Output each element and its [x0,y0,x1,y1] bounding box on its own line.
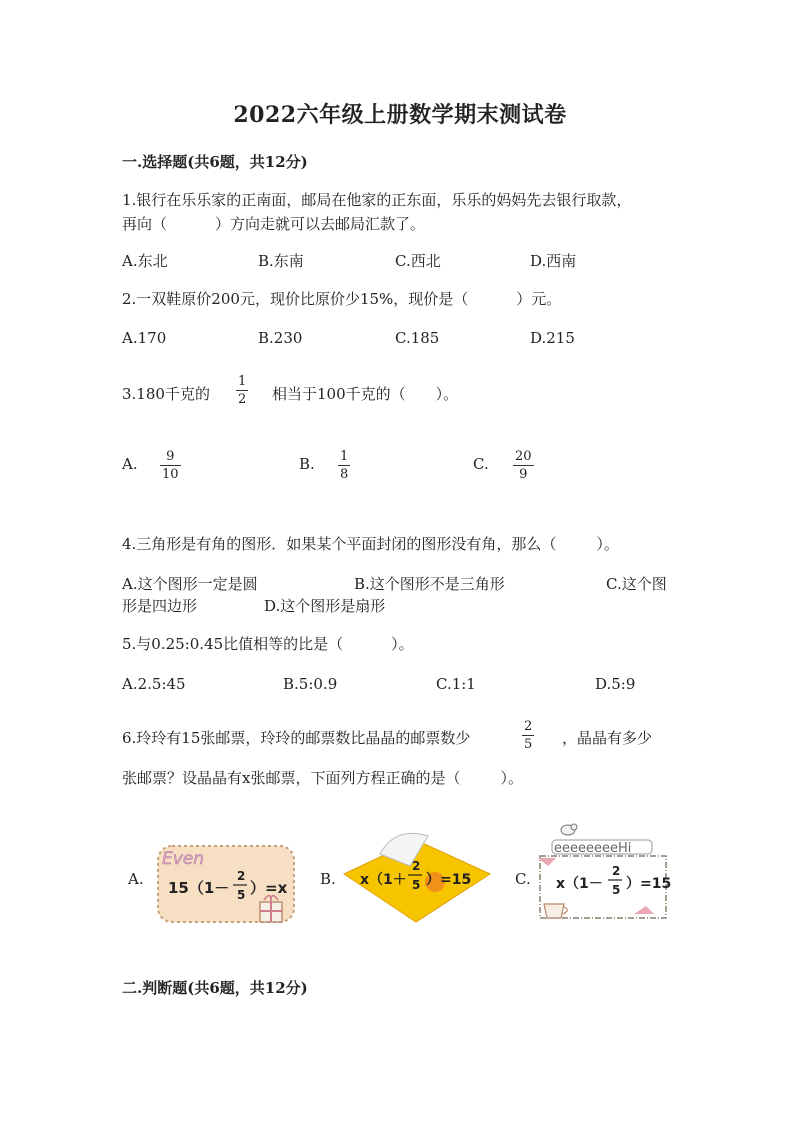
question-4: 4.三角形是有角的图形．如果某个平面封闭的图形没有角，那么（ ）。 [122,535,619,553]
q3-option-c-fraction[interactable]: 20 9 [515,449,532,482]
equation-suffix: ）=x [250,879,288,897]
q6-option-c-label[interactable]: C. [515,870,531,888]
equation-denominator: 5 [237,888,246,902]
q4-option-d[interactable]: D.这个图形是扇形 [264,597,386,615]
arrow-icon [634,906,654,914]
q2-option-c[interactable]: C.185 [395,329,440,347]
q3-fraction: 1 2 [238,374,247,407]
option-c-equation-card[interactable] [534,818,684,928]
equation-denominator: 5 [612,883,621,897]
q2-option-a[interactable]: A.170 [122,329,167,347]
option-a-equation-card[interactable] [152,830,302,930]
q6-option-a-label[interactable]: A. [128,870,144,888]
question-2: 2.一双鞋原价200元，现价比原价少15%，现价是（ ）元。 [122,290,562,308]
question-1 [122,189,631,235]
q1-option-d[interactable]: D.西南 [530,252,577,270]
q4-option-c[interactable]: C.这个图 [606,575,667,593]
card-decoration-text: Even [162,849,205,869]
q3-option-b-label[interactable]: B. [299,455,315,473]
q1-option-c[interactable]: C.西北 [395,252,441,270]
equation-prefix: 15（1－ [168,879,230,897]
question-6-line-2: 张邮票？设晶晶有x张邮票，下面列方程正确的是（ ）。 [122,769,523,787]
q6-option-b-label[interactable]: B. [320,870,336,888]
q1-option-b[interactable]: B.东南 [258,252,304,270]
q2-option-d[interactable]: D.215 [530,329,575,347]
question-3-text: 3.180千克的 [122,385,210,403]
equation-numerator: 2 [237,869,246,883]
q3-option-a-fraction[interactable]: 9 10 [162,449,179,482]
equation-suffix: ）=15 [426,872,472,888]
section-2-heading: 二.判断题(共6题，共12分) [122,979,308,997]
q2-option-b[interactable]: B.230 [258,329,303,347]
equation-prefix: x（1－ [556,876,603,892]
q3-option-a-label[interactable]: A. [122,455,138,473]
question-5: 5.与0.25:0.45比值相等的比是（ ）。 [122,635,414,653]
q5-option-d[interactable]: D.5:9 [595,675,636,693]
q5-option-b[interactable]: B.5:0.9 [283,675,338,693]
q3-option-b-fraction[interactable]: 1 8 [340,449,349,482]
q4-option-b[interactable]: B.这个图形不是三角形 [354,575,505,593]
equation-prefix: x（1＋ [360,872,407,888]
teacup-icon [544,904,567,918]
card-decoration-text: eeeeeeeeHi [554,841,632,856]
q5-option-a[interactable]: A.2.5:45 [122,675,186,693]
q4-option-c-continued[interactable]: 形是四边形 [122,597,198,615]
question-6-line-1-end: ，晶晶有多少 [562,729,653,747]
option-b-equation-card[interactable] [340,826,492,926]
question-1-line-2: 再向（ ）方向走就可以去邮局汇款了。 [122,215,426,233]
equation-numerator: 2 [612,864,621,878]
q3-option-c-label[interactable]: C. [473,455,489,473]
equation-denominator: 5 [412,878,421,892]
equation-numerator: 2 [412,859,421,873]
q4-option-a[interactable]: A.这个图形一定是圆 [122,575,258,593]
question-3-text-2: 相当于100千克的（ ）。 [272,385,459,403]
q1-option-a[interactable]: A.东北 [122,252,168,270]
question-6-line-1: 6.玲玲有15张邮票，玲玲的邮票数比晶晶的邮票数少 [122,729,471,747]
section-1-heading: 一.选择题(共6题，共12分) [122,153,308,171]
equation-suffix: ）=15 [626,876,672,892]
q5-option-c[interactable]: C.1:1 [436,675,476,693]
q6-fraction: 2 5 [524,719,533,752]
page-title: 2022六年级上册数学期末测试卷 [233,102,567,128]
question-1-line-1: 1.银行在乐乐家的正南面，邮局在他家的正东面，乐乐的妈妈先去银行取款， [122,191,632,209]
bird-icon [561,824,577,835]
